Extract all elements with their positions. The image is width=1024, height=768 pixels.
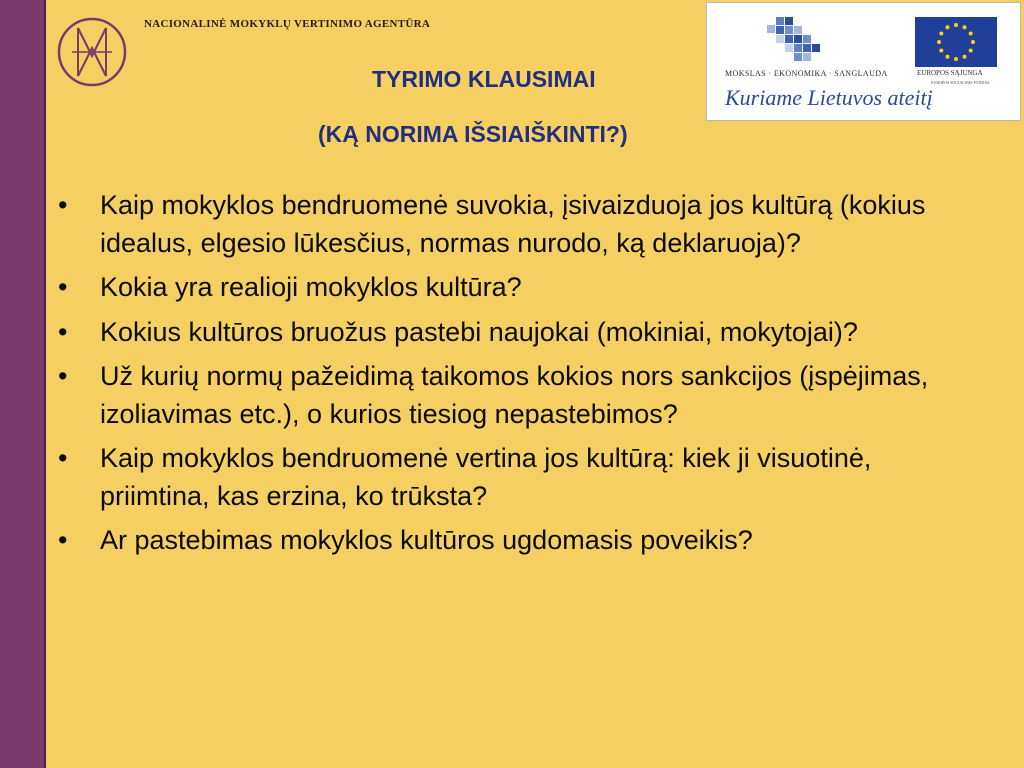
list-item: • Kokius kultūros bruožus pastebi naujokai (mokiniai, mokytojai)?: [58, 314, 988, 352]
mosaic-emblem-icon: [767, 17, 821, 63]
left-sidebar: [0, 0, 46, 768]
list-item: • Už kurių normų pažeidimą taikomos kokios nors sankcijos (įspėjimas, izoliavimas etc.), o kurios tiesiog nepastebimos?: [58, 358, 988, 433]
agency-name: NACIONALINĖ MOKYKLŲ VERTINIMO AGENTŪRA: [144, 18, 431, 30]
eu-caption: EUROPOS SĄJUNGA: [917, 69, 983, 77]
esf-fund-caption: EUROPOS SOCIALINIS FONDAS: [931, 80, 990, 85]
list-item: • Kokia yra realioji mokyklos kultūra?: [58, 269, 988, 307]
eu-flag-icon: [915, 17, 997, 67]
esf-logo-panel: [706, 2, 1021, 121]
slide-title: TYRIMO KLAUSIMAI: [372, 66, 596, 92]
list-item: • Kaip mokyklos bendruomenė vertina jos kultūrą: kiek ji visuotinė, priimtina, kas erzina, ko trūksta?: [58, 440, 988, 515]
research-questions-list: [58, 187, 988, 567]
list-item: • Kaip mokyklos bendruomenė suvokia, įsivaizduoja jos kultūrą (kokius idealus, elgesio lūkesčius, normas nurodo, ką deklaruoja)?: [58, 187, 988, 262]
esf-slogan: Kuriame Lietuvos ateitį: [725, 85, 933, 110]
esf-motto: MOKSLAS · EKONOMIKA · SANGLAUDA: [725, 69, 888, 78]
list-item: • Ar pastebimas mokyklos kultūros ugdomasis poveikis?: [58, 522, 988, 560]
slide-subtitle: (KĄ NORIMA IŠSIAIŠKINTI?): [318, 121, 628, 147]
agency-monogram-logo: [54, 14, 130, 90]
